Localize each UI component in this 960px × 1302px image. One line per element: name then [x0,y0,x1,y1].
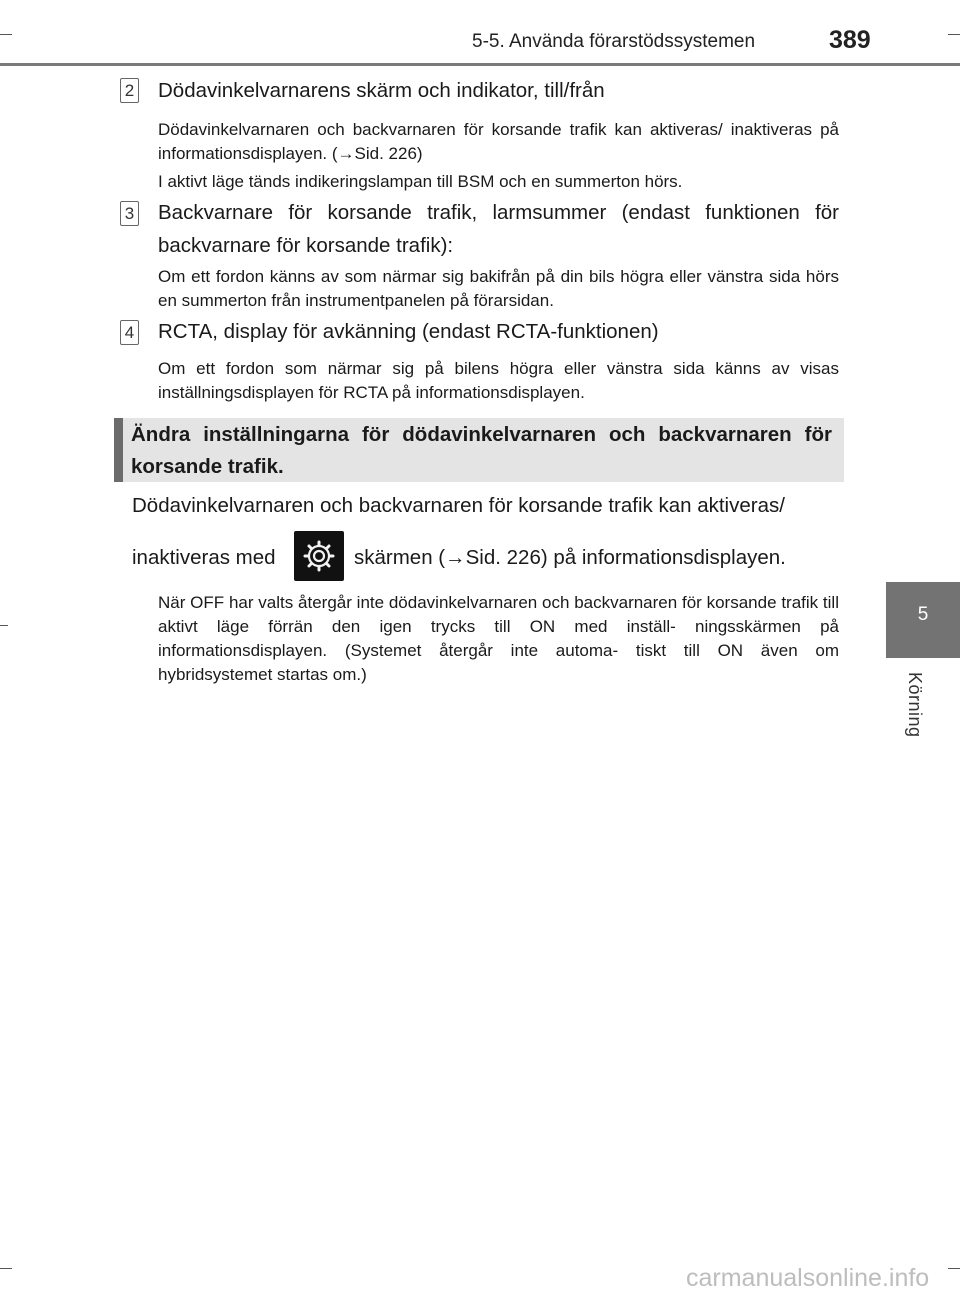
item-number-badge: 4 [120,320,139,345]
lead-text-line2-before: inaktiveras med [132,546,276,569]
chapter-number: 5 [917,604,929,625]
chapter-tab [886,582,960,658]
chapter-label: Körning [905,672,925,738]
crop-mark [0,1268,12,1269]
lead-text-line1: Dödavinkelvarnaren och backvarnaren för korsande trafik kan aktiveras/ [132,494,785,517]
crop-mark [0,34,12,35]
section-box-bar [114,418,123,482]
section-box-title: Ändra inställningarna för dödavinkelvarnaren och backvarnaren för korsande trafik. [131,423,832,478]
crop-mark [948,34,960,35]
header-rule [0,63,960,66]
gear-icon [302,539,336,573]
section-title: 5-5. Använda förarstödssystemen [472,31,756,52]
watermark: carmanualsonline.info [686,1264,930,1292]
item-paragraph: Om ett fordon som närmar sig på bilens högra eller vänstra sida känns av visas inställningsdisplayen för RCTA på informationsdisplayen. [158,359,839,402]
crop-mark [0,625,8,626]
item-heading: Backvarnare för korsande trafik, larmsummer (endast funktionen för backvarnare för korsande trafik): [158,201,839,257]
page-number: 389 [829,26,871,54]
item-paragraph: Dödavinkelvarnaren och backvarnaren för korsande trafik kan aktiveras/ inaktiveras på informationsdisplayen. (→Sid. 226) [158,120,839,163]
settings-button [294,531,344,581]
item-heading: RCTA, display för avkänning (endast RCTA-funktionen) [158,320,659,343]
note-paragraph: När OFF har valts återgår inte dödavinkelvarnaren och backvarnaren för korsande trafik till aktivt läge förrän den igen trycks till ON med inställ- ningsskärmen på informationsdisplayen. (Systemet återgår inte automa- tiskt till ON även om hybridsystemet startas om.) [158,593,839,684]
crop-mark [948,1268,960,1269]
item-heading: Dödavinkelvarnarens skärm och indikator, till/från [158,79,605,102]
item-number-badge: 3 [120,201,139,226]
item-paragraph: Om ett fordon känns av som närmar sig bakifrån på din bils högra eller vänstra sida hörs en summerton från instrumentpanelen på förarsidan. [158,267,839,310]
lead-text-line2-after: skärmen (→Sid. 226) på informationsdisplayen. [354,546,786,569]
item-paragraph: I aktivt läge tänds indikeringslampan till BSM och en summerton hörs. [158,172,683,191]
item-number-badge: 2 [120,78,139,103]
